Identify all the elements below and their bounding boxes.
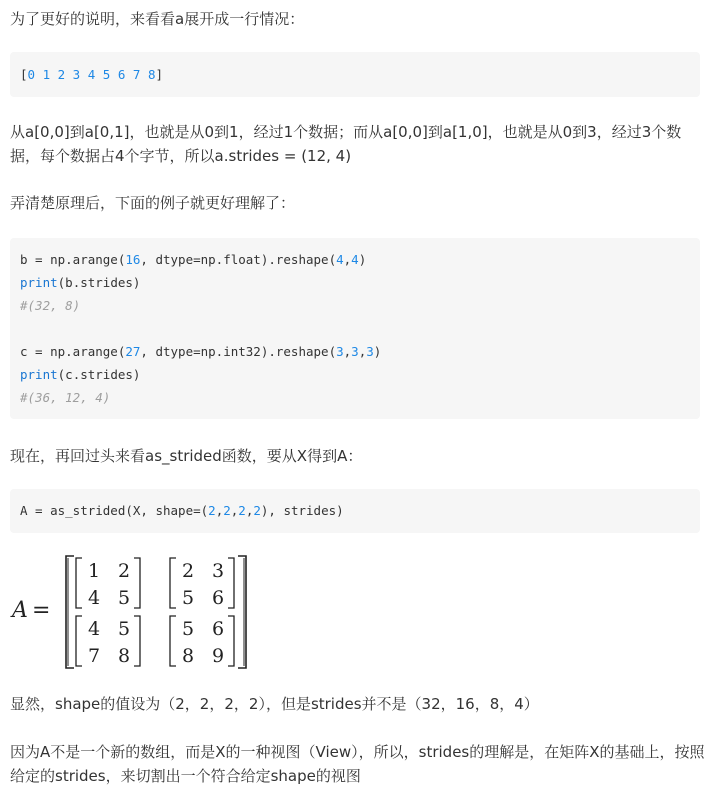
array-values: 0 1 2 3 4 5 6 7 8 — [27, 67, 156, 82]
m-b3-r1-c0: 8 — [182, 645, 195, 667]
because-text: 因为A不是一个新的数组，而是X的一种视图（View），所以，strides的理解是，在矩阵X的基础上，按照给定的strides，来切割出一个符合给定shape的视图 — [10, 743, 705, 785]
m-b1-r0-c1: 3 — [212, 560, 225, 582]
m-b1-r1-c0: 5 — [182, 587, 195, 609]
m-b0-r0-c0: 1 — [88, 560, 101, 582]
m-b3-r1-c1: 9 — [212, 645, 225, 667]
code-line-c-comment: #(36, 12, 4) — [20, 390, 111, 405]
lead-asstrided-text: 现在，再回过头来看as_strided函数，要从X得到A： — [10, 447, 363, 465]
explain-text: 从a[0,0]到a[0,1]，也就是从0到1，经过1个数据；而从a[0,0]到a[1,0]，也就是从0到3，经过3个数据，每个数据占4个字节，所以a.strides = (12, 4) — [10, 123, 682, 165]
lead-examples-text: 弄清楚原理后，下面的例子就更好理解了： — [10, 194, 296, 212]
code-block-asstrided — [10, 489, 700, 533]
m-b0-r1-c0: 4 — [88, 587, 101, 609]
m-b0-r0-c1: 2 — [118, 560, 131, 582]
code-line-asstrided: A = as_strided(X, shape=(2,2,2,2), strides) — [20, 503, 344, 518]
m-b1-r1-c1: 6 — [212, 587, 225, 609]
outer-bracket-left — [66, 556, 74, 668]
code-block-examples — [10, 238, 700, 419]
code-line-blank — [20, 317, 700, 340]
outer-bracket-right — [238, 556, 246, 668]
code-block-array — [10, 52, 700, 97]
m-b2-r1-c0: 7 — [88, 645, 101, 667]
obvious-text: 显然，shape的值设为（2，2，2，2），但是strides并不是（32，16，8，4） — [10, 695, 539, 713]
m-b2-r0-c0: 4 — [88, 618, 101, 640]
code-line-c-arange: c = np.arange(27, dtype=np.int32).reshape(3,3,3) — [20, 344, 382, 359]
m-b2-r0-c1: 5 — [118, 618, 131, 640]
code-line-c-print: print(c.strides) — [20, 367, 141, 382]
m-b0-r1-c1: 5 — [118, 587, 131, 609]
array-line: [0 1 2 3 4 5 6 7 8] — [20, 67, 163, 82]
m-b2-r1-c1: 8 — [118, 645, 131, 667]
code-line-b-print: print(b.strides) — [20, 275, 141, 290]
code-line-b-arange: b = np.arange(16, dtype=np.float).reshape(4,4) — [20, 252, 367, 267]
matrix-formula — [10, 552, 270, 674]
matrix-equals: = — [32, 598, 51, 623]
matrix-lhs: A — [12, 598, 28, 623]
m-b3-r0-c0: 5 — [182, 618, 195, 640]
m-b1-r0-c0: 2 — [182, 560, 195, 582]
code-line-b-comment: #(32, 8) — [20, 298, 81, 313]
m-b3-r0-c1: 6 — [212, 618, 225, 640]
intro-text: 为了更好的说明，来看看a展开成一行情况： — [10, 10, 305, 28]
